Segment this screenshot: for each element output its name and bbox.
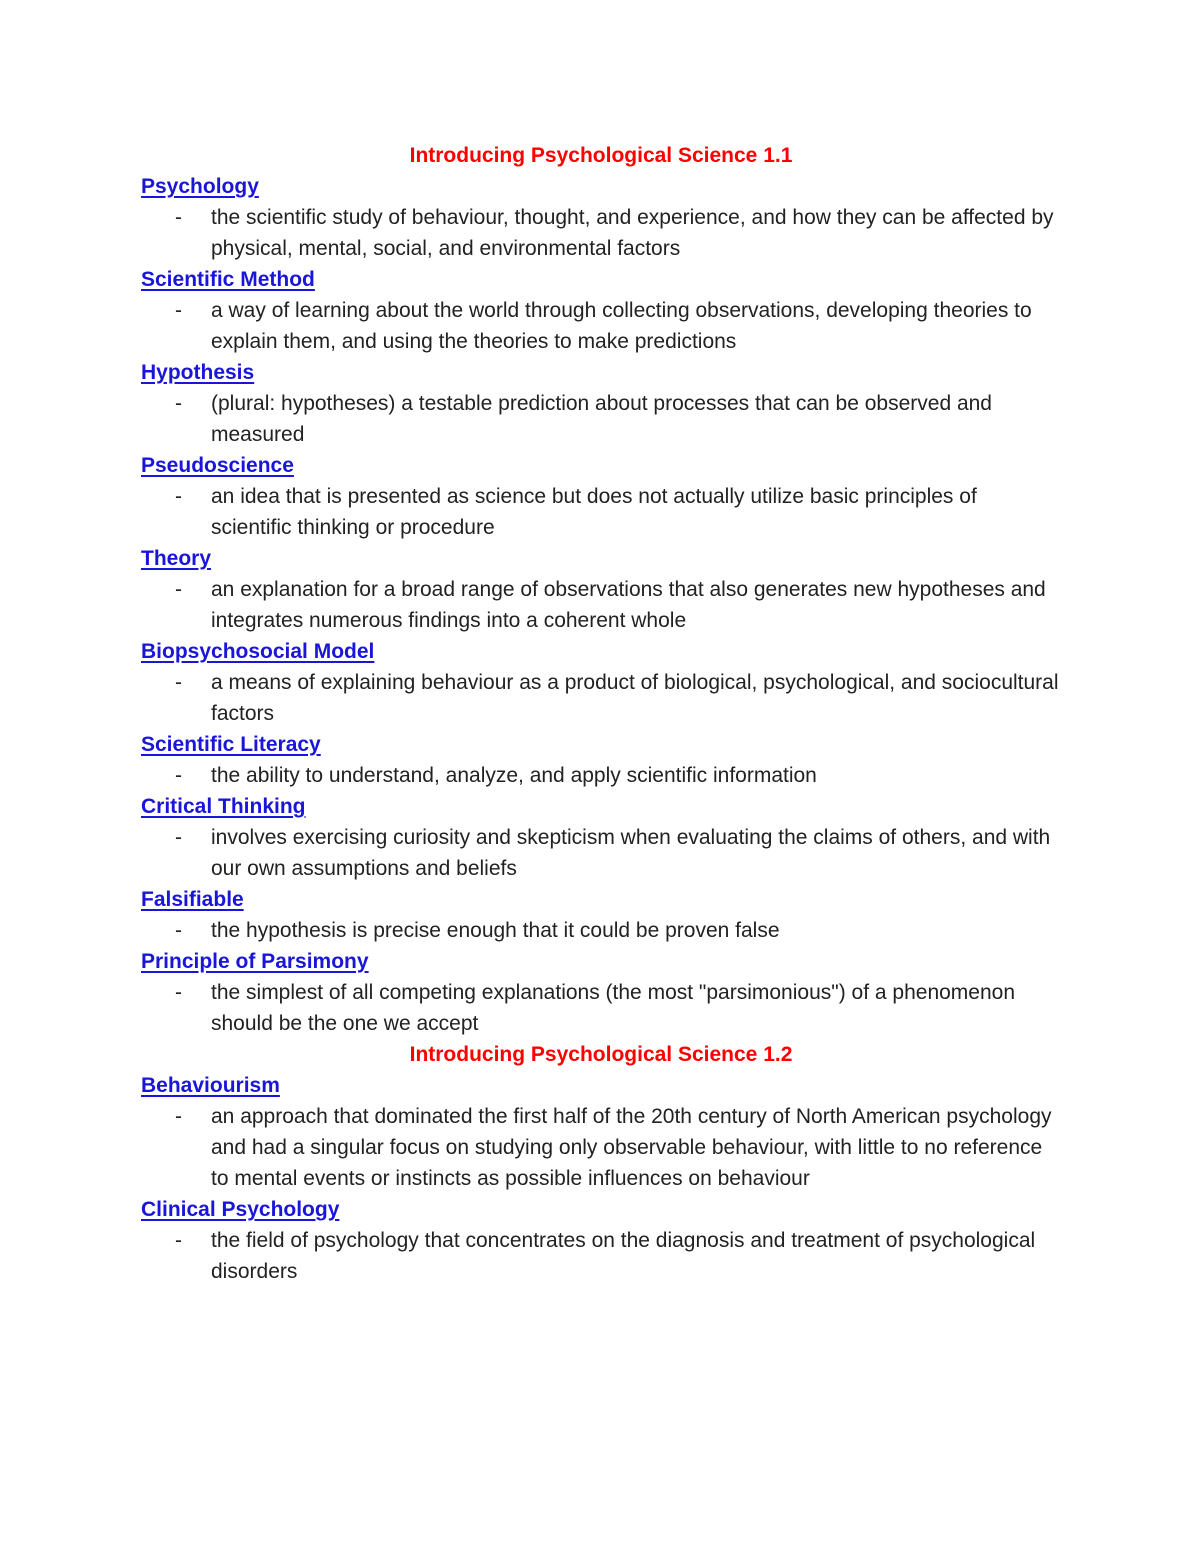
definition-text: the hypothesis is precise enough that it could be proven false [211, 919, 780, 942]
definition-scientific-method [141, 295, 1061, 357]
term-link-behaviourism[interactable]: Behaviourism [141, 1074, 280, 1097]
definition-hypothesis [141, 388, 1061, 450]
term-link-scientific-method[interactable]: Scientific Method [141, 268, 315, 291]
definition-scientific-literacy [141, 760, 1061, 791]
bullet-dash: - [175, 671, 182, 694]
definition-text: the ability to understand, analyze, and apply scientific information [211, 764, 817, 787]
bullet-dash: - [175, 485, 182, 508]
term-link-psychology[interactable]: Psychology [141, 175, 259, 198]
bullet-dash: - [175, 1105, 182, 1128]
document-page [141, 140, 1061, 1287]
term-scientific-literacy [141, 729, 1061, 760]
definition-text: the scientific study of behaviour, thought, and experience, and how they can be affected by physical, mental, social, and environmental factors [211, 206, 1054, 260]
term-link-theory[interactable]: Theory [141, 547, 212, 570]
term-scientific-method [141, 264, 1061, 295]
bullet-dash: - [175, 764, 182, 787]
term-clinical-psychology [141, 1194, 1061, 1225]
definition-critical-thinking [141, 822, 1061, 884]
definition-text: the simplest of all competing explanations (the most "parsimonious") of a phenomenon should be the one we accept [211, 981, 1016, 1035]
definition-psychology [141, 202, 1061, 264]
bullet-dash: - [175, 919, 182, 942]
definition-biopsychosocial-model [141, 667, 1061, 729]
definition-text: an idea that is presented as science but does not actually utilize basic principles of scientific thinking or procedure [211, 485, 977, 539]
bullet-dash: - [175, 578, 182, 601]
bullet-dash: - [175, 981, 182, 1004]
term-principle-of-parsimony [141, 946, 1061, 977]
term-behaviourism [141, 1070, 1061, 1101]
definition-pseudoscience [141, 481, 1061, 543]
term-link-biopsychosocial-model[interactable]: Biopsychosocial Model [141, 640, 375, 663]
definition-text: (plural: hypotheses) a testable prediction about processes that can be observed and measured [211, 392, 992, 446]
term-link-principle-of-parsimony[interactable]: Principle of Parsimony [141, 950, 369, 973]
definition-text: the field of psychology that concentrates on the diagnosis and treatment of psychological disorders [211, 1229, 1036, 1283]
definition-text: an explanation for a broad range of observations that also generates new hypotheses and integrates numerous findings into a coherent whole [211, 578, 1046, 632]
section-title-1-2: Introducing Psychological Science 1.2 [409, 1043, 793, 1066]
term-theory [141, 543, 1061, 574]
term-link-scientific-literacy[interactable]: Scientific Literacy [141, 733, 321, 756]
term-biopsychosocial-model [141, 636, 1061, 667]
definition-text: a way of learning about the world through collecting observations, developing theories to explain them, and using the theories to make predictions [211, 299, 1032, 353]
definition-principle-of-parsimony [141, 977, 1061, 1039]
term-hypothesis [141, 357, 1061, 388]
bullet-dash: - [175, 299, 182, 322]
section-title-1-1: Introducing Psychological Science 1.1 [409, 144, 793, 167]
term-pseudoscience [141, 450, 1061, 481]
term-link-hypothesis[interactable]: Hypothesis [141, 361, 255, 384]
definition-behaviourism [141, 1101, 1061, 1194]
bullet-dash: - [175, 206, 182, 229]
term-link-critical-thinking[interactable]: Critical Thinking [141, 795, 306, 818]
term-psychology [141, 171, 1061, 202]
definition-theory [141, 574, 1061, 636]
definition-text: an approach that dominated the first half of the 20th century of North American psychology and had a singular focus on studying only observable behaviour, with little to no reference to mental events or instincts as possible influences on behaviour [211, 1105, 1052, 1190]
term-link-clinical-psychology[interactable]: Clinical Psychology [141, 1198, 340, 1221]
bullet-dash: - [175, 826, 182, 849]
bullet-dash: - [175, 392, 182, 415]
definition-text: involves exercising curiosity and skepticism when evaluating the claims of others, and with our own assumptions and beliefs [211, 826, 1051, 880]
term-link-falsifiable[interactable]: Falsifiable [141, 888, 244, 911]
term-falsifiable [141, 884, 1061, 915]
definition-falsifiable [141, 915, 1061, 946]
term-link-pseudoscience[interactable]: Pseudoscience [141, 454, 294, 477]
definition-clinical-psychology [141, 1225, 1061, 1287]
bullet-dash: - [175, 1229, 182, 1252]
definition-text: a means of explaining behaviour as a product of biological, psychological, and sociocultural factors [211, 671, 1059, 725]
term-critical-thinking [141, 791, 1061, 822]
